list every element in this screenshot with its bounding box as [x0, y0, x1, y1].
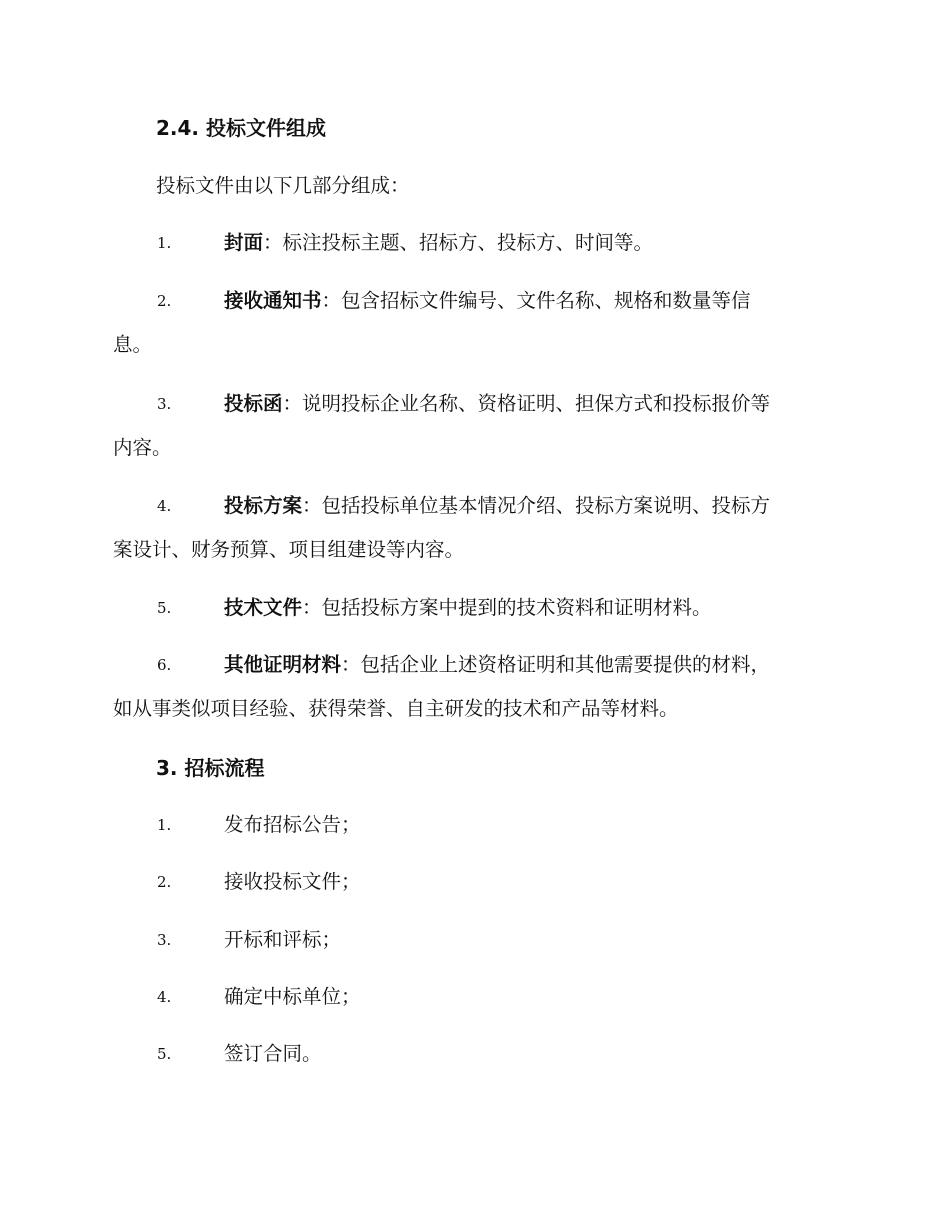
item-term: 其他证明材料 — [224, 653, 342, 676]
item-description: 说明投标企业名称、资格证明、担保方式和投标报价等 — [302, 392, 771, 415]
list-number: 3. — [157, 931, 172, 949]
item-separator: ： — [341, 653, 361, 676]
item-description: 包括企业上述资格证明和其他需要提供的材料， — [360, 653, 771, 676]
list-item — [113, 484, 835, 572]
step-text: 确定中标单位； — [224, 985, 361, 1008]
item-term: 接收通知书 — [224, 289, 322, 312]
item-term: 投标函 — [224, 392, 283, 415]
list-item — [113, 221, 835, 265]
step-text: 签订合同。 — [224, 1042, 322, 1065]
list-number: 6. — [157, 656, 172, 674]
list-number: 4. — [157, 497, 172, 515]
item-description: 标注投标主题、招标方、投标方、时间等。 — [282, 231, 654, 254]
list-number: 2. — [157, 873, 172, 891]
item-description-continued: 内容。 — [113, 436, 172, 459]
item-description-continued: 案设计、财务预算、项目组建设等内容。 — [113, 538, 465, 561]
list-item — [113, 279, 835, 367]
list-number: 2. — [157, 292, 172, 310]
list-number: 1. — [157, 816, 172, 834]
item-separator: ： — [302, 494, 322, 517]
item-term: 封面 — [224, 231, 264, 254]
item-description-continued: 如从事类似项目经验、获得荣誉、自主研发的技术和产品等材料。 — [113, 697, 679, 720]
step-text: 发布招标公告； — [224, 813, 361, 836]
intro-paragraph: 投标文件由以下几部分组成： — [156, 174, 410, 197]
item-description-continued: 息。 — [113, 333, 153, 356]
list-item — [113, 1040, 322, 1068]
list-item — [113, 926, 341, 954]
list-number: 4. — [157, 988, 172, 1006]
item-term: 技术文件 — [224, 596, 303, 619]
list-item — [113, 983, 361, 1011]
step-text: 接收投标文件； — [224, 870, 361, 893]
list-item — [113, 382, 835, 470]
item-description: 包含招标文件编号、文件名称、规格和数量等信 — [341, 289, 751, 312]
item-separator: ： — [263, 231, 283, 254]
item-separator: ： — [302, 596, 322, 619]
item-separator: ： — [282, 392, 303, 415]
item-description: 包括投标方案中提到的技术资料和证明材料。 — [321, 596, 712, 619]
section-heading-2-4: 2.4. 投标文件组成 — [156, 116, 326, 140]
item-separator: ： — [321, 289, 342, 312]
list-number: 5. — [157, 1045, 172, 1063]
list-number: 1. — [157, 234, 172, 252]
item-description: 包括投标单位基本情况介绍、投标方案说明、投标方 — [321, 494, 771, 517]
list-item — [113, 811, 361, 839]
list-number: 5. — [157, 599, 172, 617]
list-item — [113, 643, 835, 731]
list-number: 3. — [157, 395, 172, 413]
step-text: 开标和评标； — [224, 928, 342, 951]
list-item — [113, 868, 361, 896]
item-term: 投标方案 — [224, 494, 303, 517]
section-heading-3: 3. 招标流程 — [156, 756, 265, 780]
list-item — [113, 586, 835, 630]
